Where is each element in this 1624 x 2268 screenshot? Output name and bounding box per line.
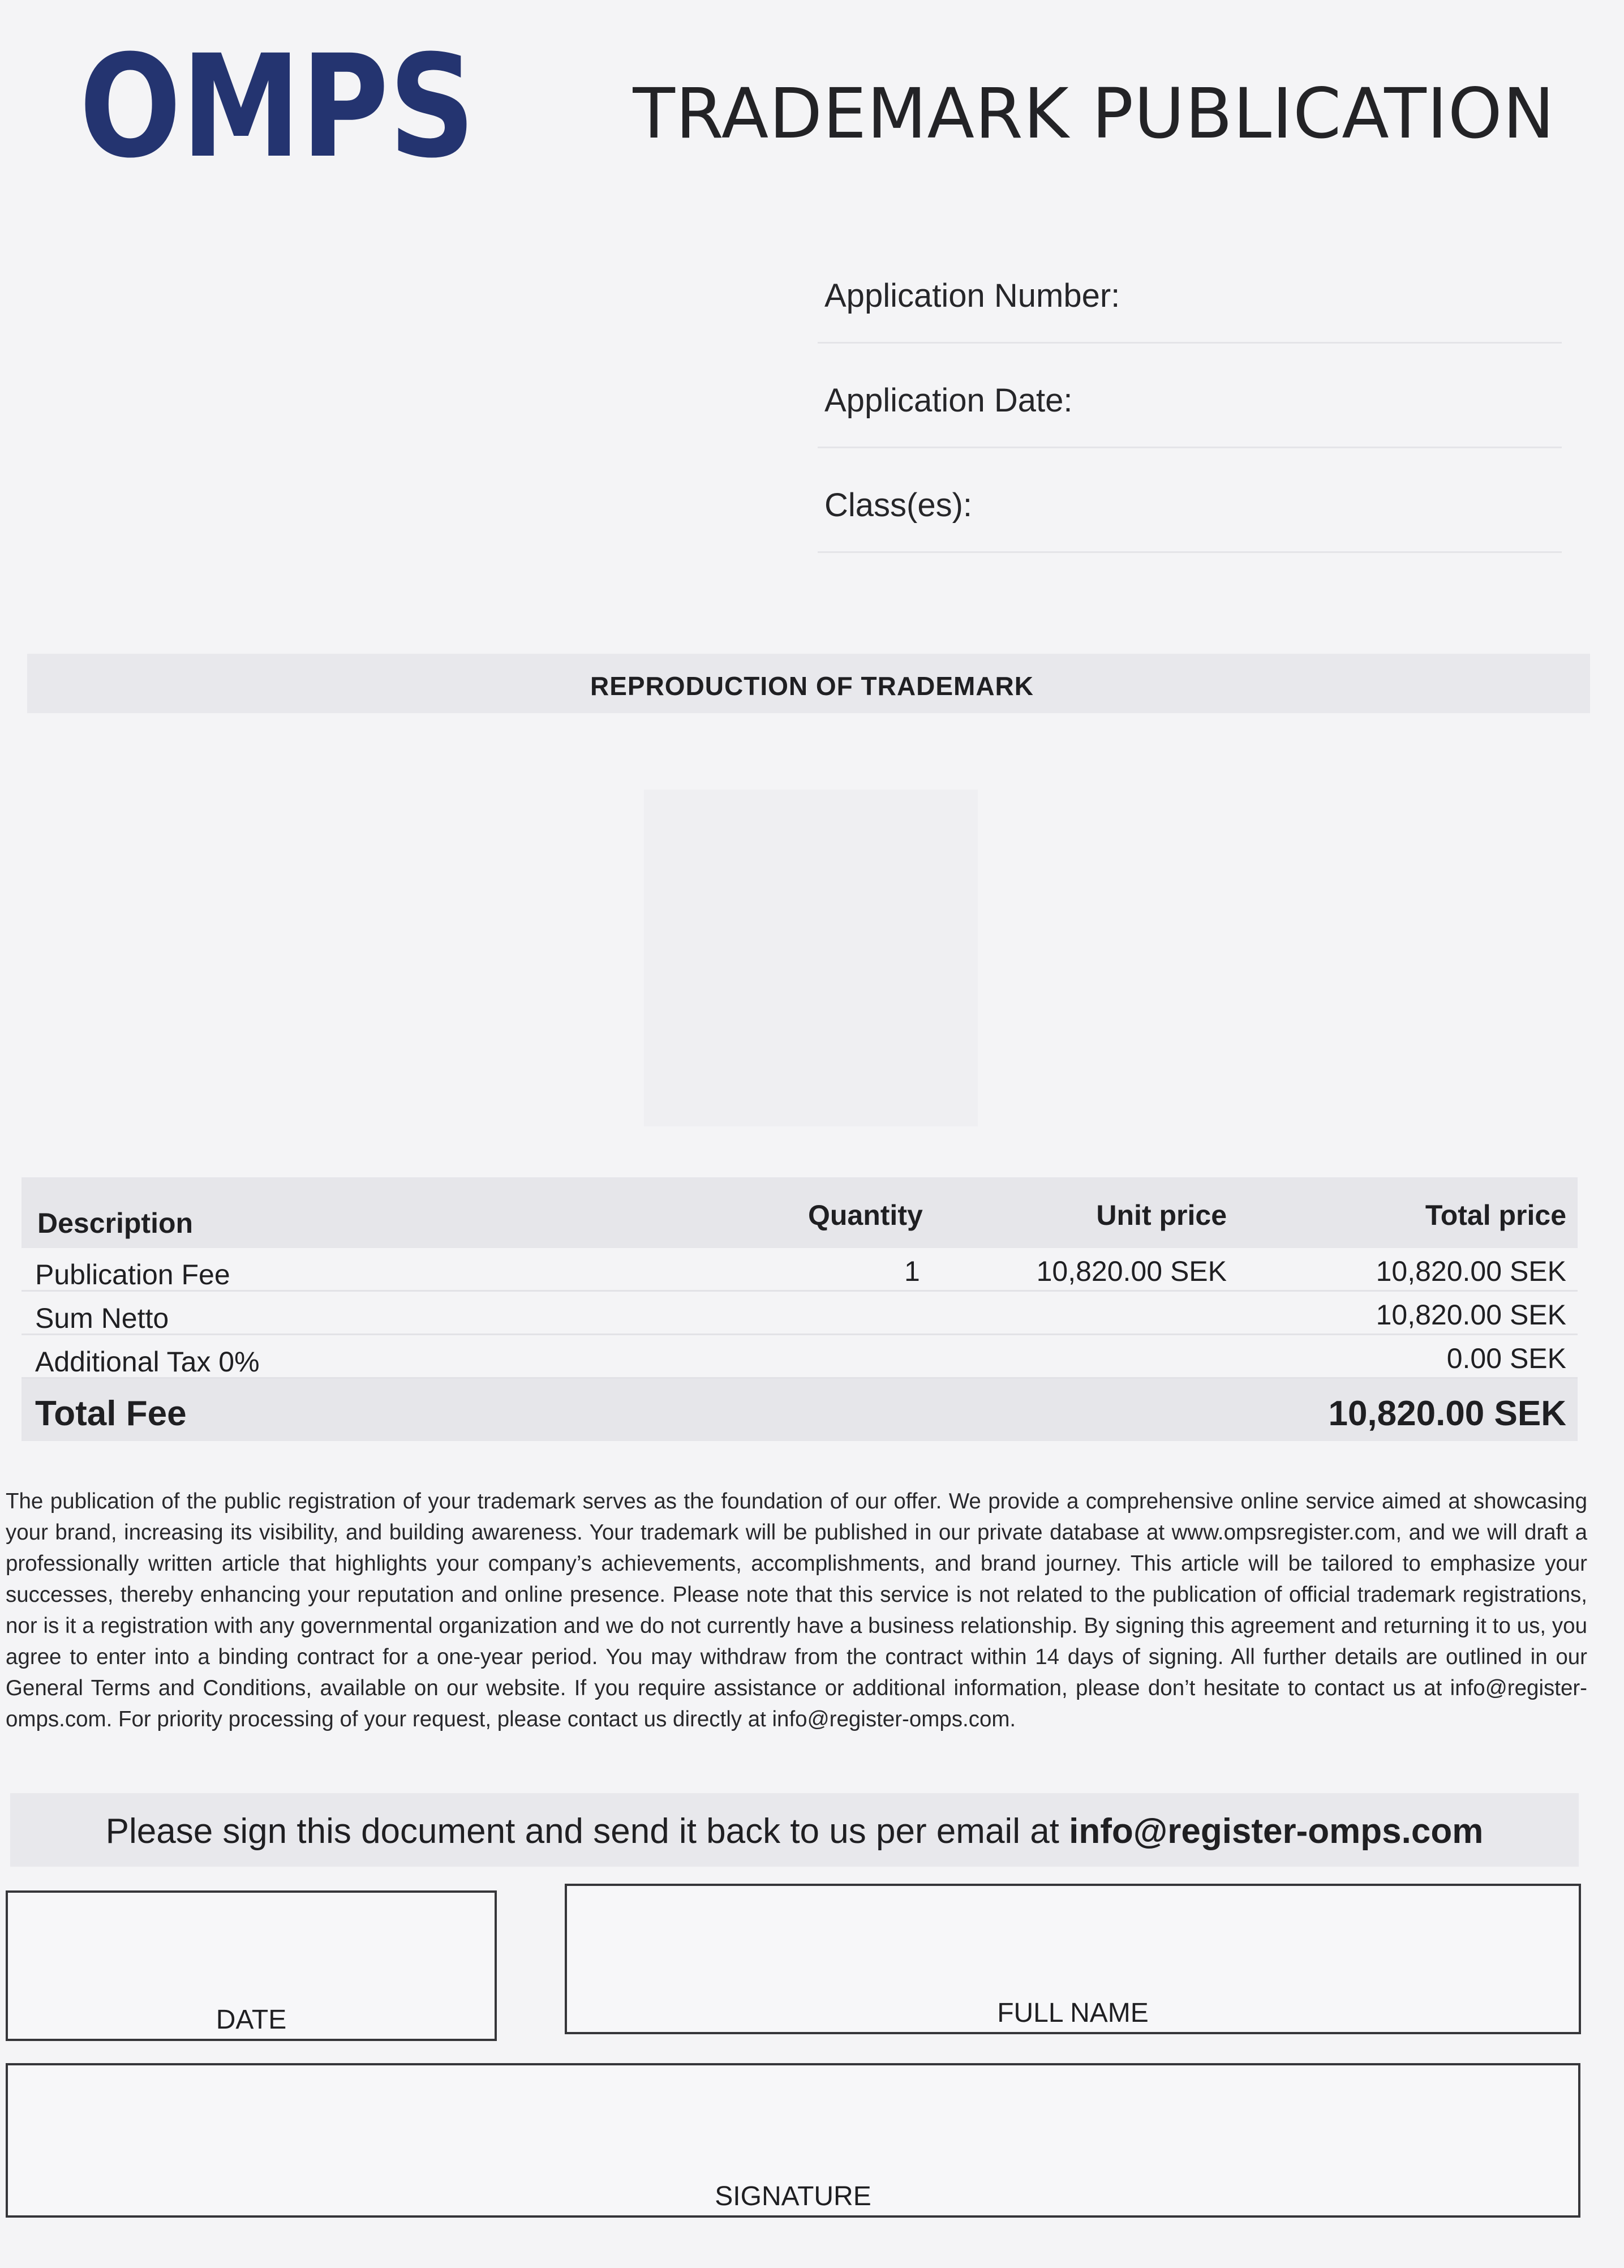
row-quantity: 1	[904, 1255, 920, 1287]
sign-instruction	[10, 1811, 1579, 1851]
document-title: TRADEMARK PUBLICATION	[633, 74, 1555, 154]
full-name-label: FULL NAME	[997, 1998, 1149, 2028]
table-row	[22, 1292, 1578, 1335]
total-fee-label: Total Fee	[35, 1394, 187, 1433]
application-date-label: Application Date:	[824, 382, 1073, 419]
header-total-price: Total price	[1425, 1199, 1566, 1231]
fee-table-header	[22, 1177, 1578, 1248]
table-row	[22, 1335, 1578, 1379]
row-total-price: 10,820.00 SEK	[1376, 1255, 1566, 1287]
application-number-field	[818, 238, 1562, 344]
header-unit-price: Unit price	[1096, 1199, 1227, 1231]
total-fee-row	[22, 1379, 1578, 1441]
full-name-box[interactable]	[565, 1884, 1581, 2034]
reproduction-label: REPRODUCTION OF TRADEMARK	[590, 671, 1034, 701]
date-label: DATE	[216, 2005, 287, 2035]
row-total-price: 0.00 SEK	[1446, 1343, 1566, 1374]
table-row	[22, 1248, 1578, 1292]
terms-paragraph: The publication of the public registration of your trademark serves as the foundation of our offer. We provide a comprehensive online service aimed at showcasing your brand, increasing its visibility, and building awareness. Your trademark will be published in our private database at www.ompsregister.com, and we will draft a professionally written article that highlights your company’s achievements, accomplishments, and brand journey. This article will be tailored to emphasize your successes, thereby enhancing your reputation and online presence. Please note that this service is not related to the publication of official trademark registrations, nor is it a registration with any governmental organization and we do not currently have a business relationship. By signing this agreement and returning it to us, you agree to enter into a binding contract for a one-year period. You may withdraw from the contract within 14 days of signing. All further details are outlined in our General Terms and Conditions, available on our website. If you require assistance or additional information, please don’t hesitate to contact us at info@register-omps.com. For priority processing of your request, please contact us directly at info@register-omps.com.	[6, 1489, 1587, 1731]
header-quantity: Quantity	[808, 1199, 923, 1231]
header-description: Description	[37, 1207, 194, 1239]
row-description: Publication Fee	[35, 1259, 230, 1291]
application-date-field	[818, 342, 1562, 448]
row-description: Additional Tax 0%	[35, 1346, 260, 1378]
signature-box[interactable]	[6, 2063, 1580, 2218]
classes-label: Class(es):	[824, 487, 973, 524]
application-number-label: Application Number:	[824, 277, 1120, 314]
fee-table	[22, 1177, 1578, 1441]
omps-logo-icon	[79, 24, 487, 189]
trademark-image-area	[644, 790, 978, 1126]
date-box[interactable]	[6, 1890, 497, 2041]
signature-label: SIGNATURE	[715, 2181, 871, 2211]
row-total-price: 10,820.00 SEK	[1376, 1299, 1566, 1331]
classes-field	[818, 447, 1562, 553]
svg-text:OMPS: OMPS	[79, 24, 475, 189]
total-fee-value: 10,820.00 SEK	[1328, 1394, 1566, 1433]
contact-email: info@register-omps.com	[1069, 1812, 1484, 1851]
row-unit-price: 10,820.00 SEK	[1036, 1255, 1227, 1287]
omps-logo	[79, 24, 487, 189]
sign-instruction-text: Please sign this document and send it back to us per email at	[105, 1812, 1059, 1851]
row-description: Sum Netto	[35, 1302, 169, 1334]
